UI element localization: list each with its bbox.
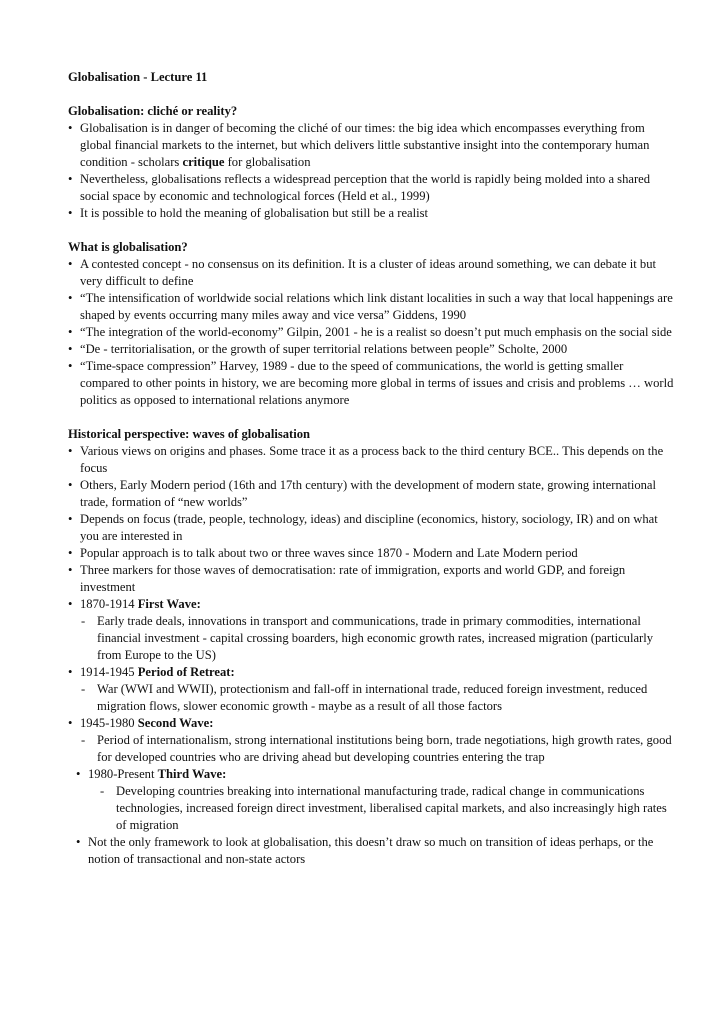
bullet-list	[68, 120, 674, 222]
wave-item-second	[68, 715, 674, 732]
wave-label: First Wave:	[137, 597, 201, 611]
list-item	[68, 171, 674, 205]
bullet-mark: •	[68, 546, 73, 560]
wave-detail	[68, 783, 674, 834]
dash-mark: -	[81, 682, 86, 696]
item-text: Various views on origins and phases. Some trace it as a process back to the third century BCE.. This depends on the focus	[80, 444, 664, 475]
bullet-mark: •	[68, 512, 73, 526]
wave-detail-text: War (WWI and WWII), protectionism and fall-off in international trade, reduced foreign investment, reduced migration flows, slower economic growth - maybe as a result of all those factors	[97, 682, 648, 713]
list-item	[68, 443, 674, 477]
item-text: Nevertheless, globalisations reflects a widespread perception that the world is rapidly being molded into a shared social space by economic and technological forces (Held et al., 1999)	[80, 172, 651, 203]
item-text-tail: for globalisation	[224, 155, 311, 169]
wave-detail-text: Period of internationalism, strong international institutions being born, trade negotiations, high growth rates, good for developed countries who are driving ahead but developing countries entering the trap	[97, 733, 672, 764]
page-title: Globalisation - Lecture 11	[68, 70, 208, 84]
bullet-list	[68, 256, 674, 409]
wave-label: Period of Retreat:	[137, 665, 235, 679]
bullet-mark: •	[68, 172, 73, 186]
dash-mark: -	[100, 784, 105, 798]
list-item	[68, 358, 674, 409]
wave-detail-text: Developing countries breaking into international manufacturing trade, radical change in communications technologies, increased foreign direct investment, liberalised capital markets, and also increasingly high rates of migration	[116, 784, 667, 832]
wave-years: 1980-Present	[88, 767, 158, 781]
list-item	[68, 205, 674, 222]
dash-mark: -	[81, 733, 86, 747]
section-what-is-globalisation	[68, 239, 674, 409]
list-item	[68, 511, 674, 545]
bullet-mark: •	[68, 206, 73, 220]
item-text: “De - territorialisation, or the growth of super territorial relations between people” Scholte, 2000	[80, 342, 568, 356]
list-item	[68, 341, 674, 358]
item-text: “Time-space compression” Harvey, 1989 - due to the speed of communications, the world is getting smaller compared to other points in history, we are becoming more global in terms of issues and crisis and problems … world politics as opposed to international relations anymore	[80, 359, 674, 407]
list-item	[68, 290, 674, 324]
wave-years: 1945-1980	[80, 716, 138, 730]
wave-detail	[68, 613, 674, 664]
bullet-list	[68, 443, 674, 868]
item-text: It is possible to hold the meaning of globalisation but still be a realist	[80, 206, 429, 220]
bullet-mark: •	[76, 835, 81, 849]
bullet-mark: •	[68, 121, 73, 135]
section-heading: Historical perspective: waves of globalisation	[68, 427, 311, 441]
list-item	[68, 120, 674, 171]
item-text: A contested concept - no consensus on its definition. It is a cluster of ideas around something, we can debate it but very difficult to define	[80, 257, 657, 288]
wave-years: 1914-1945	[80, 665, 138, 679]
item-text: “The intensification of worldwide social relations which link distant localities in such a way that local happenings are shaped by events occurring many miles away and vice versa” Giddens, 1990	[80, 291, 673, 322]
bullet-mark: •	[76, 767, 81, 781]
bullet-mark: •	[68, 478, 73, 492]
section-heading: Globalisation: cliché or reality?	[68, 104, 238, 118]
bullet-mark: •	[68, 342, 73, 356]
list-item	[68, 256, 674, 290]
list-item	[68, 324, 674, 341]
wave-label: Third Wave:	[157, 767, 227, 781]
item-text: Others, Early Modern period (16th and 17th century) with the development of modern state, growing international trade, formation of “new worlds”	[80, 478, 657, 509]
bullet-mark: •	[68, 291, 73, 305]
list-item	[68, 545, 674, 562]
wave-label: Second Wave:	[137, 716, 214, 730]
dash-mark: -	[81, 614, 86, 628]
bullet-mark: •	[68, 444, 73, 458]
section-historical-perspective	[68, 426, 674, 868]
item-text: Not the only framework to look at globalisation, this doesn’t draw so much on transition of ideas perhaps, or the notion of transactional and non-state actors	[88, 835, 654, 866]
bullet-mark: •	[68, 597, 73, 611]
bullet-mark: •	[68, 257, 73, 271]
item-text: Depends on focus (trade, people, technology, ideas) and discipline (economics, history, sociology, IR) and on what you are interested in	[80, 512, 658, 543]
list-item	[68, 477, 674, 511]
wave-detail	[68, 681, 674, 715]
wave-item-first	[68, 596, 674, 613]
wave-detail-text: Early trade deals, innovations in transport and communications, trade in primary commodities, international financial investment - capital crossing boarders, high economic growth rates, increased migration (particularly from Europe to the US)	[97, 614, 654, 662]
bullet-mark: •	[68, 665, 73, 679]
section-cliche-or-reality	[68, 103, 674, 222]
list-item	[68, 562, 674, 596]
bullet-mark: •	[68, 563, 73, 577]
item-text: “The integration of the world-economy” Gilpin, 2001 - he is a realist so doesn’t put much emphasis on the social side	[80, 325, 672, 339]
item-text: Three markers for those waves of democratisation: rate of immigration, exports and world GDP, and foreign investment	[80, 563, 626, 594]
item-text: Popular approach is to talk about two or three waves since 1870 - Modern and Late Modern period	[80, 546, 578, 560]
item-text: Globalisation is in danger of becoming the cliché of our times: the big idea which encompasses everything from global financial markets to the internet, but which delivers little substantive insight into the contemporary human condition - scholars	[80, 121, 650, 169]
bullet-mark: •	[68, 359, 73, 373]
wave-item-third	[68, 766, 674, 783]
wave-years: 1870-1914	[80, 597, 138, 611]
bullet-mark: •	[68, 325, 73, 339]
wave-detail	[68, 732, 674, 766]
bullet-mark: •	[68, 716, 73, 730]
item-emphasis: critique	[182, 155, 225, 169]
section-heading: What is globalisation?	[68, 240, 188, 254]
wave-item-retreat	[68, 664, 674, 681]
list-item-final-note	[68, 834, 674, 868]
